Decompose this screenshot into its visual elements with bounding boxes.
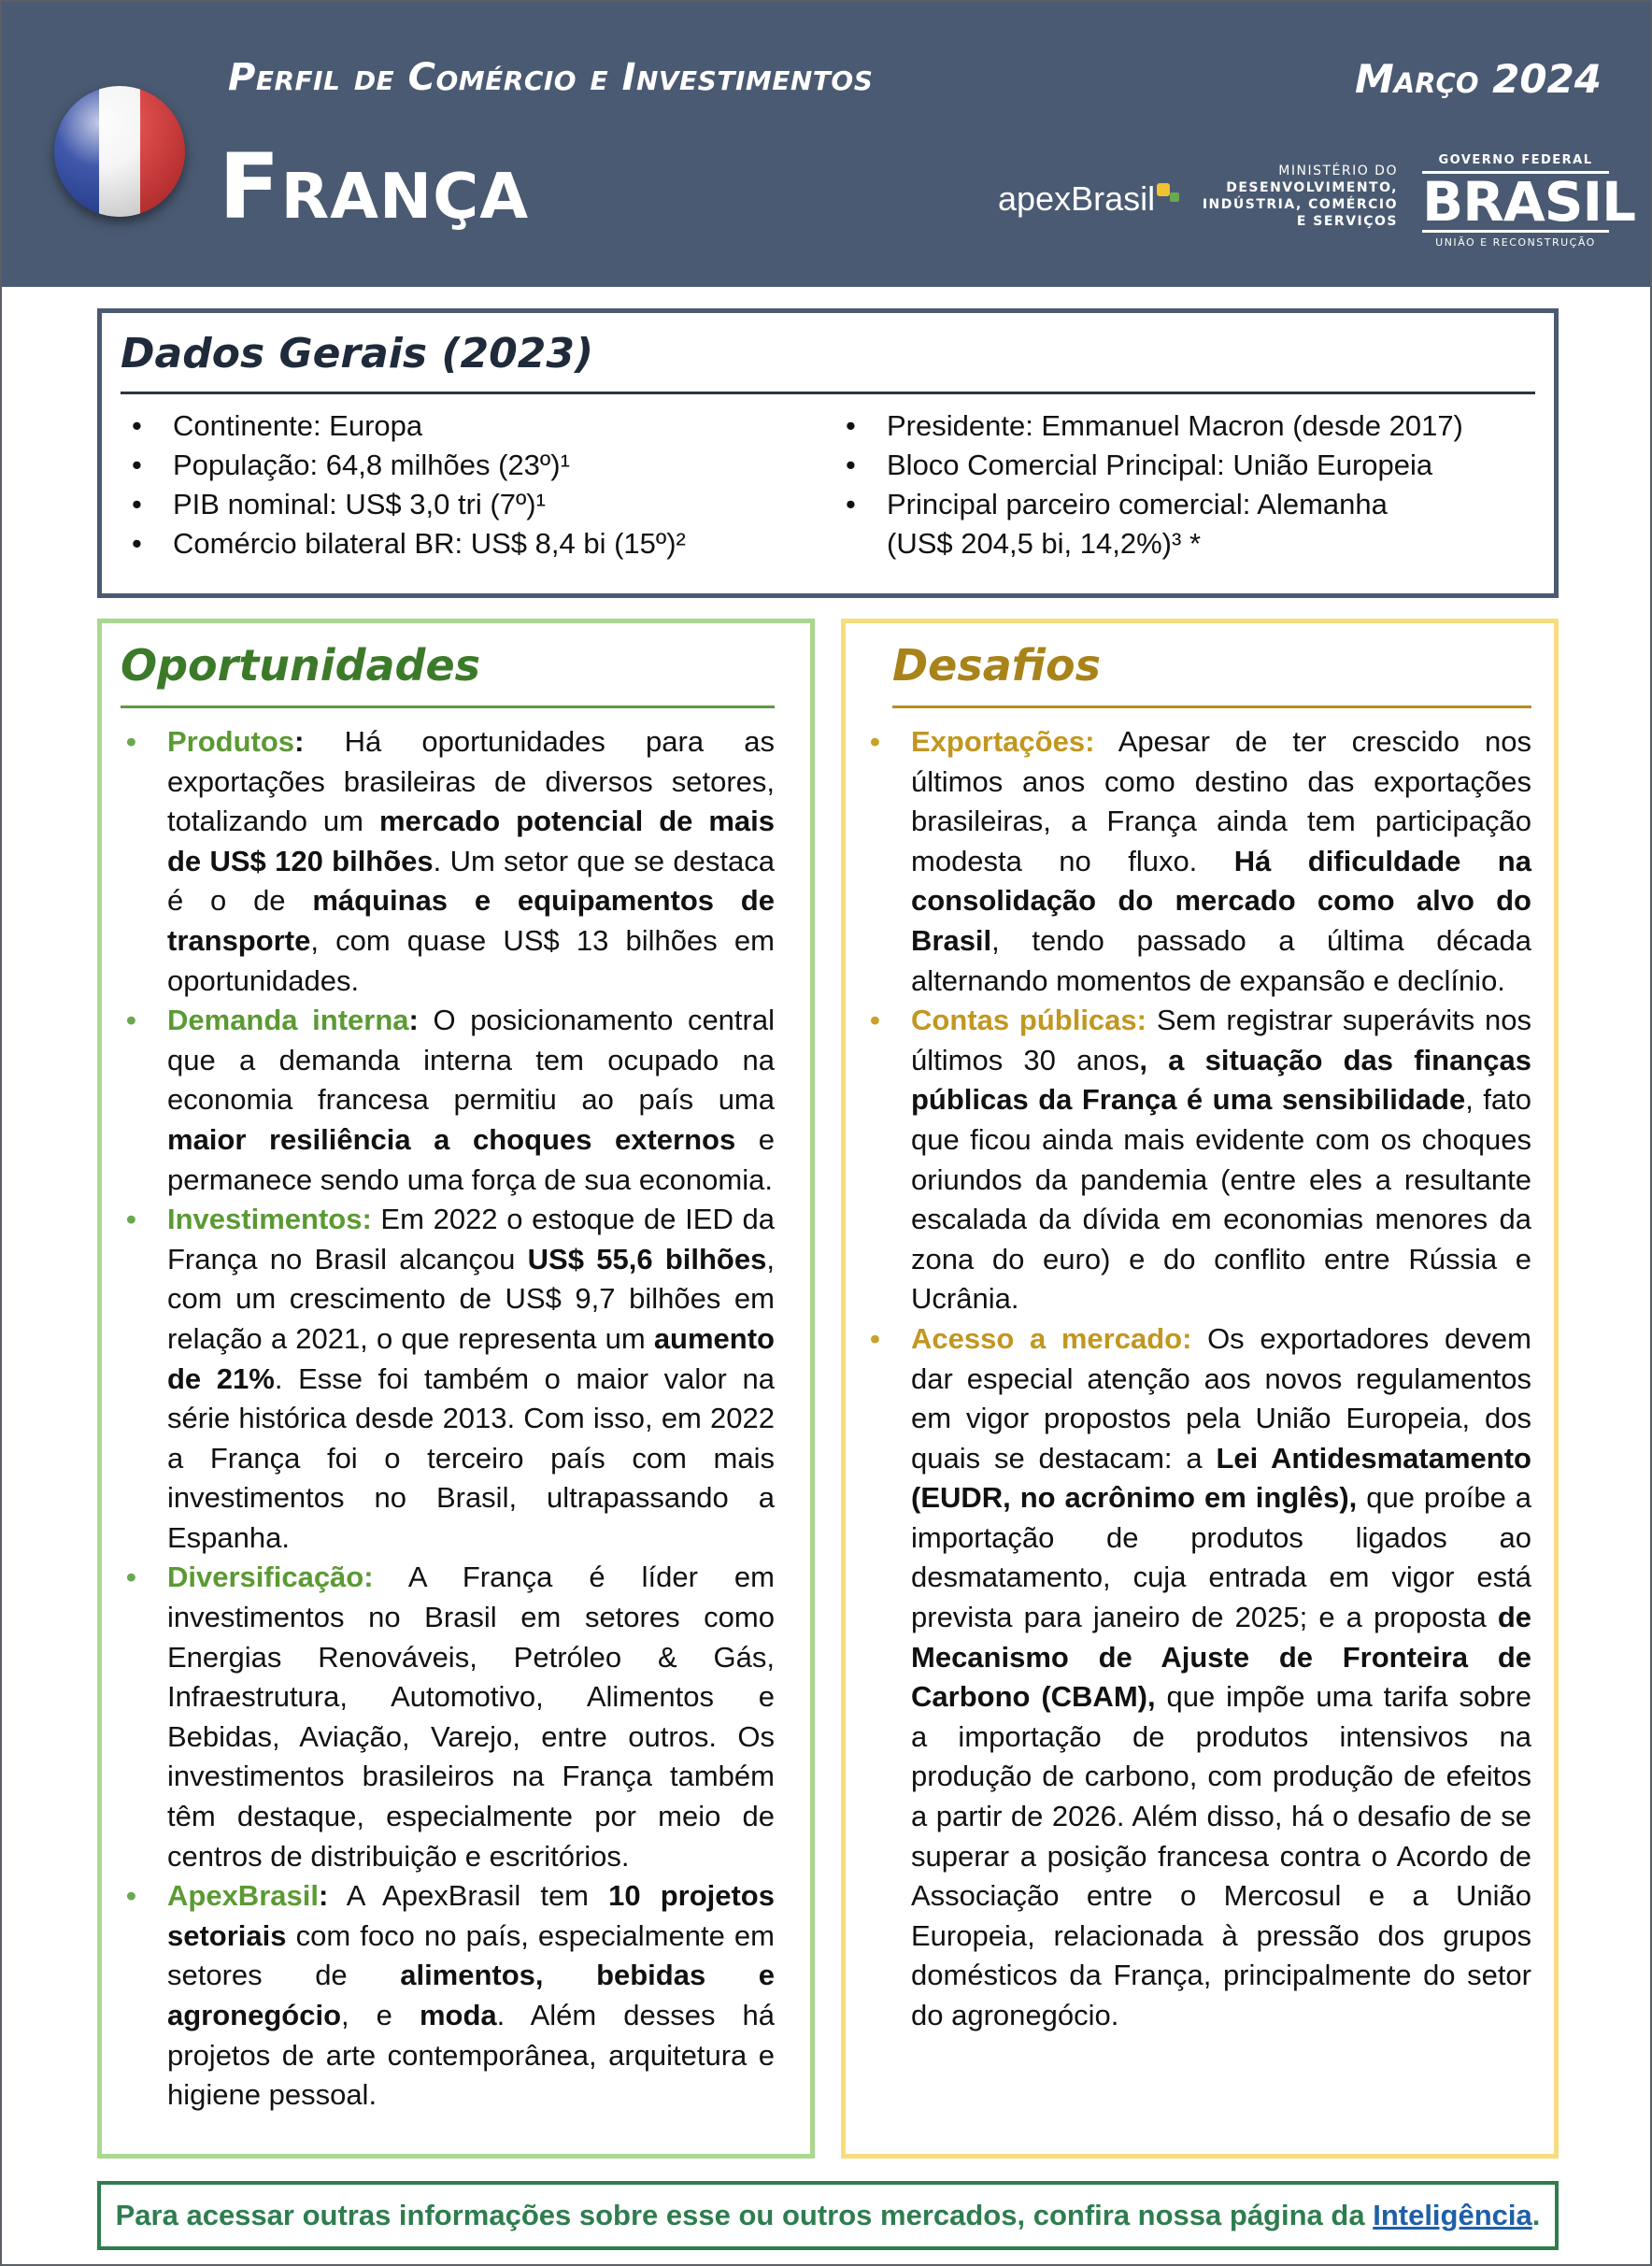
oportunidades-list	[121, 722, 775, 2116]
item-text: . Esse foi também o maior valor na série histórica desde 2013. Com isso, em 2022 a França foi o terceiro país com mais investimentos no Brasil, ultrapassando a Espanha.	[167, 1361, 775, 1554]
list-item-acesso-mercado	[864, 1319, 1531, 2036]
list-item-demanda	[121, 1001, 775, 1200]
footer-text	[116, 2199, 1541, 2232]
item-colon: :	[318, 1879, 329, 1913]
governo-federal-logo	[1422, 153, 1636, 249]
footer-text-end: .	[1531, 2199, 1541, 2231]
item-bold: máquinas e equipamentos de transporte	[167, 884, 775, 957]
item-label: Diversificação:	[167, 1561, 374, 1594]
list-item-continuation: (US$ 204,5 bi, 14,2%)³ *	[887, 527, 1202, 560]
item-bold: maior resiliência a choques externos	[167, 1122, 736, 1156]
item-colon: :	[294, 725, 305, 758]
item-text: , tendo passado a última década alternando momentos de expansão e declínio.	[911, 923, 1531, 997]
item-text: A ApexBrasil tem	[328, 1879, 609, 1913]
apexbrasil-logo	[998, 179, 1179, 219]
list-item: • PIB nominal: US$ 3,0 tri (7º)¹	[132, 485, 686, 524]
item-text: Em 2022 o estoque de IED da França no Brasil alcançou	[167, 1203, 775, 1276]
item-text: Há oportunidades para as exportações brasileiras de diversos setores, totalizando um	[167, 725, 775, 838]
list-item-diversificacao	[121, 1558, 775, 1876]
item-text: que impõe uma tarifa sobre a importação de produtos intensivos na produção de carbono, com produção de efeitos a partir de 2026. Além disso, há o desafio de se superar a posição francesa contra o Acordo de Associação entre o Mercosul e a União Europeia, relacionada à pressão dos grupos domésticos da França, principalmente do setor do agronegócio.	[911, 1680, 1531, 2031]
list-item: • Bloco Comercial Principal: União Europeia	[846, 446, 1463, 485]
item-text: A França é líder em investimentos no Brasil em setores como Energias Renováveis, Petróleo & Gás, Infraestrutura, Automotivo, Alimentos e Bebidas, Aviação, Varejo, entre outros. Os investimentos brasileiros na França também têm destaque, especialmente por meio de centros de distribuição e escritórios.	[167, 1561, 775, 1873]
dados-gerais-title: Dados Gerais (2023)	[121, 330, 594, 378]
item-bold: , a situação das finanças públicas da França é uma sensibilidade	[911, 1043, 1531, 1117]
item-text: Apesar de ter crescido nos últimos anos como destino das exportações brasileiras, a França ainda tem participação modesta no fluxo.	[911, 725, 1531, 877]
divider	[121, 392, 1535, 394]
document-date: Março 2024	[1354, 56, 1602, 102]
list-item: • Continente: Europa	[132, 406, 686, 446]
ministry-line-3: INDÚSTRIA, COMÉRCIO	[1202, 197, 1398, 212]
list-item-produtos	[121, 722, 775, 1001]
desafios-list	[864, 722, 1531, 2036]
item-bold: aumento de 21%	[167, 1321, 775, 1395]
ministry-line-2: DESENVOLVIMENTO,	[1226, 180, 1398, 195]
item-bold: US$ 55,6 bilhões	[527, 1242, 767, 1276]
item-text: e permanece sendo uma força de sua economia.	[167, 1122, 775, 1196]
dados-gerais-box	[97, 308, 1559, 598]
apexbrasil-logo-text: apexBrasil	[998, 179, 1156, 218]
footer-text-main: Para acessar outras informações sobre esse ou outros mercados, confira nossa página da	[115, 2199, 1374, 2231]
oportunidades-box	[97, 619, 815, 2159]
item-label: Produtos	[167, 725, 295, 758]
ministry-line-4: E SERVIÇOS	[1296, 214, 1398, 229]
list-item-exportacoes	[864, 722, 1531, 1001]
item-bold: de Mecanismo de Ajuste de Fronteira de Carbono (CBAM),	[911, 1601, 1531, 1714]
item-colon: :	[1085, 725, 1095, 758]
item-text: . Um setor que se destaca é o de	[167, 844, 775, 918]
item-text: Sem registrar superávits nos últimos 30 anos	[911, 1004, 1531, 1076]
header-banner	[2, 2, 1650, 287]
inteligencia-link[interactable]: Inteligência	[1373, 2199, 1532, 2231]
list-item: • Comércio bilateral BR: US$ 8,4 bi (15º)²	[132, 524, 686, 563]
list-item: • Presidente: Emmanuel Macron (desde 2017)	[846, 406, 1463, 446]
item-text: Os exportadores devem dar especial atenção aos novos regulamentos em vigor propostos pela União Europeia, dos quais se destacam: a	[911, 1321, 1531, 1475]
item-bold: alimentos, bebidas e agronegócio	[167, 1959, 775, 2031]
divider	[892, 705, 1531, 708]
item-bold: 10 projetos setoriais	[167, 1879, 775, 1952]
dados-right-list	[846, 406, 1463, 563]
item-label: Investimentos:	[167, 1203, 372, 1236]
dados-left-list	[132, 406, 686, 563]
item-bold: mercado potencial de mais de US$ 120 bilhões	[167, 805, 775, 877]
item-bold: Lei Antidesmatamento (EUDR, no acrônimo em inglês),	[911, 1441, 1531, 1515]
country-title: França	[219, 135, 530, 239]
gov-line-3: UNIÃO E RECONSTRUÇÃO	[1435, 236, 1596, 249]
item-label: Exportações	[911, 725, 1086, 758]
item-colon: :	[408, 1004, 419, 1037]
item-text: , com quase US$ 13 bilhões em oportunidades.	[167, 923, 775, 997]
ministry-logo	[1198, 163, 1398, 230]
item-label: Contas públicas:	[911, 1004, 1146, 1037]
list-item-contas-publicas	[864, 1001, 1531, 1319]
item-label: Acesso a mercado:	[911, 1321, 1192, 1355]
item-text: , fato que ficou ainda mais evidente com os choques oriundos da pandemia (entre eles a resultante escalada da dívida em economias menores da zona do euro) e do conflito entre Rússia e Ucrânia.	[911, 1083, 1531, 1316]
item-text: O posicionamento central que a demanda interna tem ocupado na economia francesa permitiu ao país uma	[167, 1004, 775, 1117]
document-subtitle: Perfil de Comércio e Investimentos	[228, 56, 874, 99]
item-bold: Há dificuldade na consolidação do mercado como alvo do Brasil	[911, 844, 1531, 957]
france-flag-icon	[54, 86, 185, 217]
divider	[121, 705, 775, 708]
footer-banner	[97, 2181, 1559, 2250]
oportunidades-title: Oportunidades	[121, 640, 481, 691]
list-item-investimentos	[121, 1200, 775, 1558]
item-text: , e	[341, 1999, 420, 2031]
ministry-line-1: MINISTÉRIO DO	[1278, 164, 1398, 178]
list-item-apexbrasil	[121, 1876, 775, 2116]
item-label: Demanda interna	[167, 1004, 409, 1037]
item-bold: moda	[419, 1999, 497, 2031]
gov-line-1: GOVERNO FEDERAL	[1438, 153, 1593, 167]
desafios-title: Desafios	[892, 640, 1101, 691]
list-item: • População: 64,8 milhões (23º)¹	[132, 446, 686, 485]
gov-line-2: BRASIL	[1422, 170, 1636, 234]
item-label: ApexBrasil	[167, 1879, 319, 1913]
item-text: com foco no país, especialmente em setores de	[167, 1918, 775, 1992]
item-text: . Além desses há projetos de arte contemporânea, arquitetura e higiene pessoal.	[167, 1999, 775, 2112]
list-item: • Principal parceiro comercial: Alemanha	[846, 485, 1463, 524]
item-text: que proíbe a importação de produtos ligados ao desmatamento, cuja entrada em vigor está prevista para janeiro de 2025; e a proposta	[911, 1481, 1532, 1634]
desafios-box	[841, 619, 1559, 2159]
item-text: , com um crescimento de US$ 9,7 bilhões em relação a 2021, o que representa um	[167, 1242, 775, 1355]
